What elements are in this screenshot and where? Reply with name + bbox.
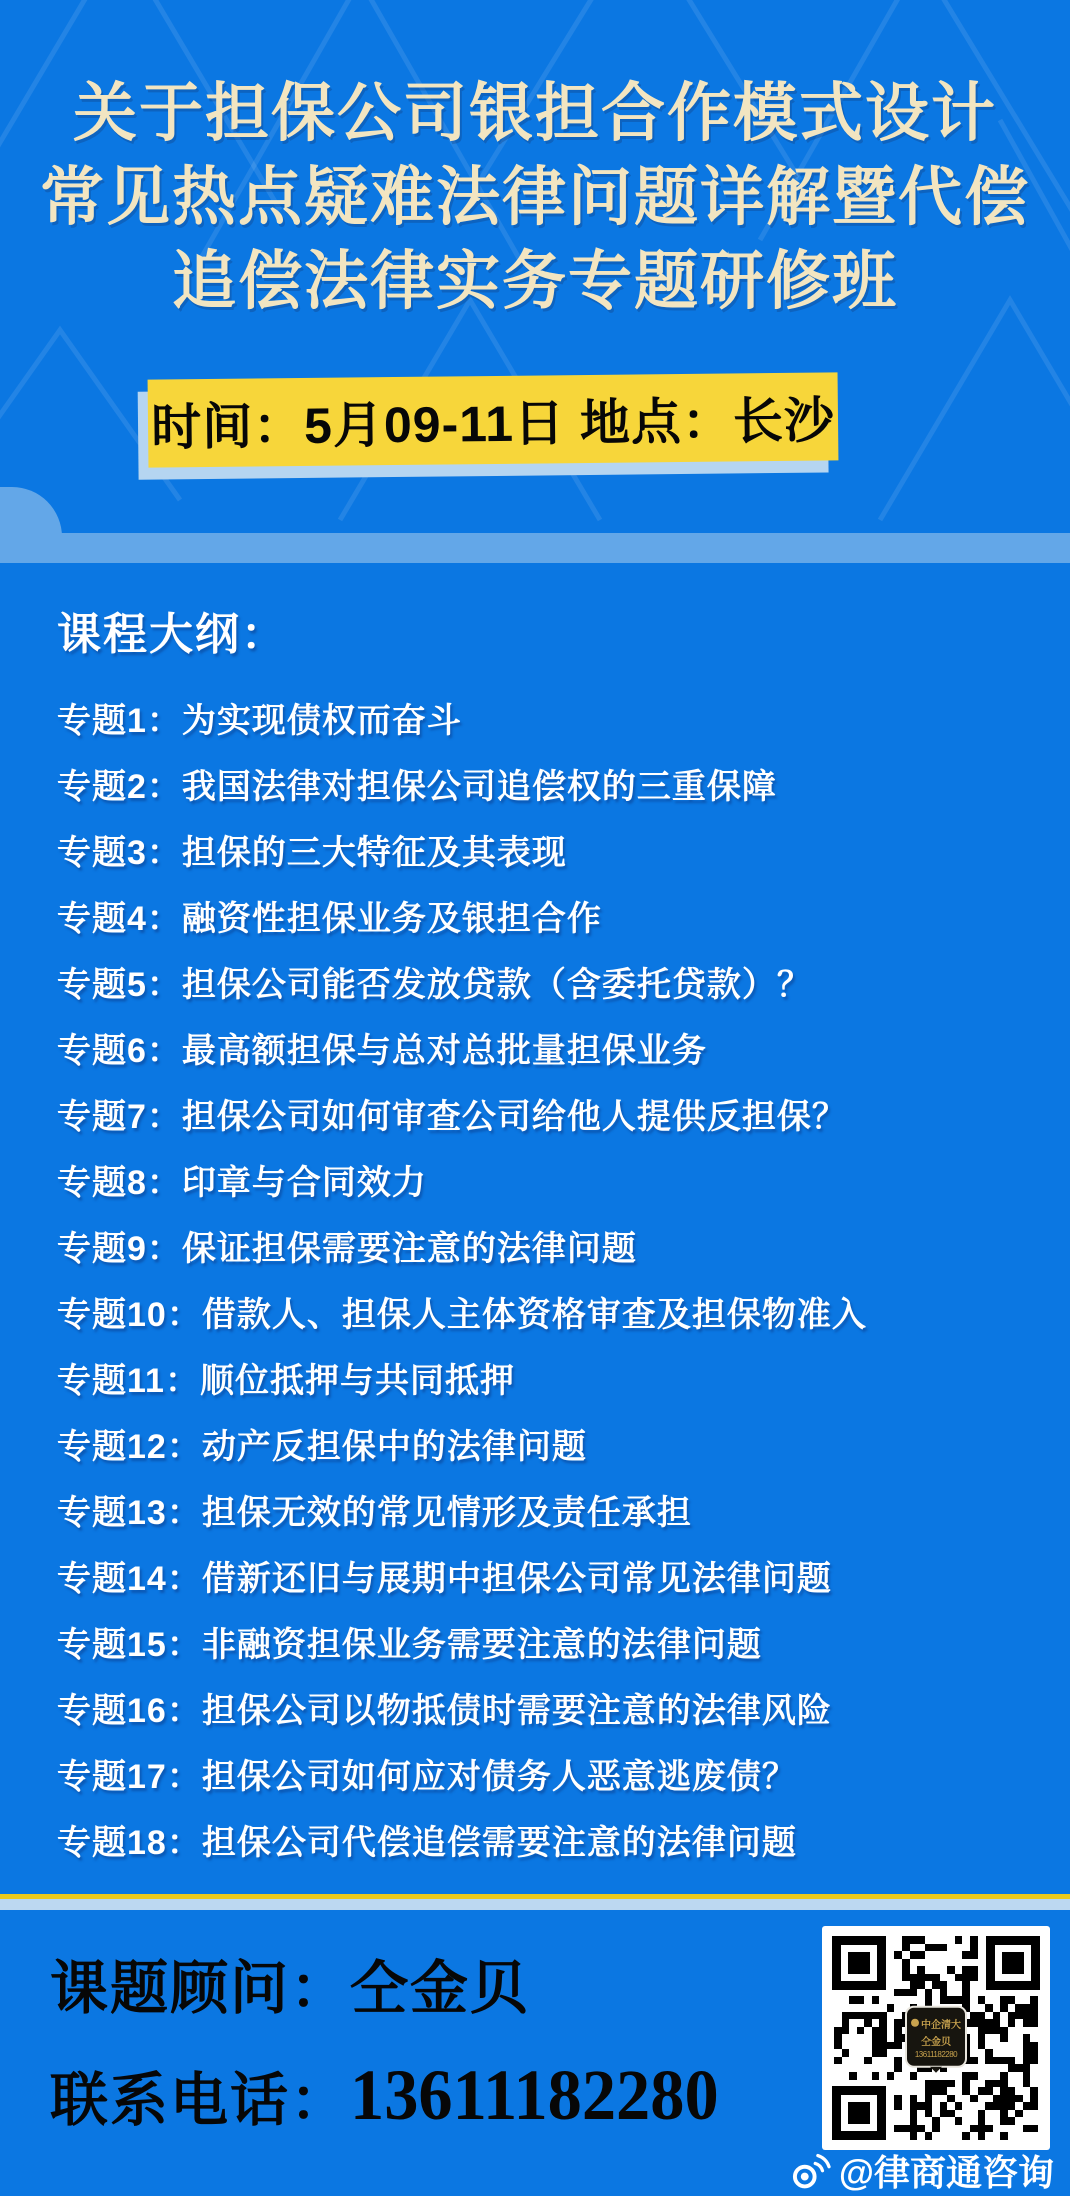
topic-list — [57, 684, 1037, 1872]
topic-item-13: 专题13：担保无效的常见情形及责任承担 — [57, 1493, 692, 1532]
topic-item-14: 专题14：借新还旧与展期中担保公司常见法律问题 — [57, 1559, 832, 1598]
consultant-label: 课题顾问： — [50, 1956, 351, 2021]
qr-org-logo-icon — [911, 2019, 919, 2027]
phone-line — [50, 2056, 738, 2134]
topic-item-9: 专题9：保证担保需要注意的法律问题 — [57, 1229, 637, 1268]
topic-item-5: 专题5：担保公司能否发放贷款（含委托贷款）？ — [57, 965, 812, 1004]
weibo-icon — [789, 2149, 831, 2191]
header-section — [0, 0, 1070, 533]
poster-title — [0, 0, 1070, 324]
consultant-name: 仝金贝 — [350, 1956, 531, 2021]
divider-lightblue-line — [0, 1899, 1070, 1910]
topic-item-1: 专题1：为实现债权而奋斗 — [57, 701, 462, 740]
topic-item-16: 专题16：担保公司以物抵债时需要注意的法律风险 — [57, 1691, 832, 1730]
consultant-line — [50, 1948, 531, 2021]
divider-band-top — [0, 533, 1070, 563]
topic-item-2: 专题2：我国法律对担保公司追偿权的三重保障 — [57, 767, 777, 806]
phone-number: 13611182280 — [350, 2054, 719, 2135]
qr-finder-bottom-left — [832, 2086, 886, 2140]
qr-org-name: 中企清大 — [921, 2019, 961, 2031]
title-line-1: 关于担保公司银担合作模式设计 — [73, 78, 997, 149]
topic-item-8: 专题8：印章与合同效力 — [57, 1163, 427, 1202]
weibo-handle: @律商通咨询 — [838, 2151, 1054, 2193]
qr-center-label — [905, 2006, 967, 2068]
qr-finder-top-right — [986, 1936, 1040, 1990]
topic-item-6: 专题6：最高额担保与总对总批量担保业务 — [57, 1031, 707, 1070]
title-line-2: 常见热点疑难法律问题详解暨代偿 — [40, 162, 1030, 233]
topic-item-18: 专题18：担保公司代偿追偿需要注意的法律问题 — [57, 1823, 797, 1862]
topic-item-10: 专题10：借款人、担保人主体资格审查及担保物准入 — [57, 1295, 867, 1334]
outline-heading: 课程大纲： — [57, 610, 287, 659]
course-outline-section — [57, 598, 1037, 1872]
weibo-watermark — [789, 2148, 1054, 2192]
topic-item-15: 专题15：非融资担保业务需要注意的法律问题 — [57, 1625, 762, 1664]
schedule-badge-text: 时间：5月09-11日 地点：长沙 — [150, 392, 836, 456]
title-line-3: 追偿法律实务专题研修班 — [172, 246, 898, 317]
topic-item-3: 专题3：担保的三大特征及其表现 — [57, 833, 567, 872]
topic-item-4: 专题4：融资性担保业务及银担合作 — [57, 899, 602, 938]
topic-item-17: 专题17：担保公司如何应对债务人恶意逃废债？ — [57, 1757, 797, 1796]
qr-finder-top-left — [832, 1936, 886, 1990]
qr-person-name: 仝金贝 — [921, 2036, 951, 2048]
qr-code — [822, 1926, 1050, 2150]
qr-org-row — [911, 2015, 961, 2030]
schedule-badge — [148, 372, 839, 467]
topic-item-7: 专题7：担保公司如何审查公司给他人提供反担保？ — [57, 1097, 847, 1136]
phone-label: 联系电话： — [50, 2068, 351, 2133]
topic-item-12: 专题12：动产反担保中的法律问题 — [57, 1427, 587, 1466]
qr-phone: 13611182280 — [914, 2049, 958, 2059]
topic-item-11: 专题11：顺位抵押与共同抵押 — [57, 1361, 515, 1400]
